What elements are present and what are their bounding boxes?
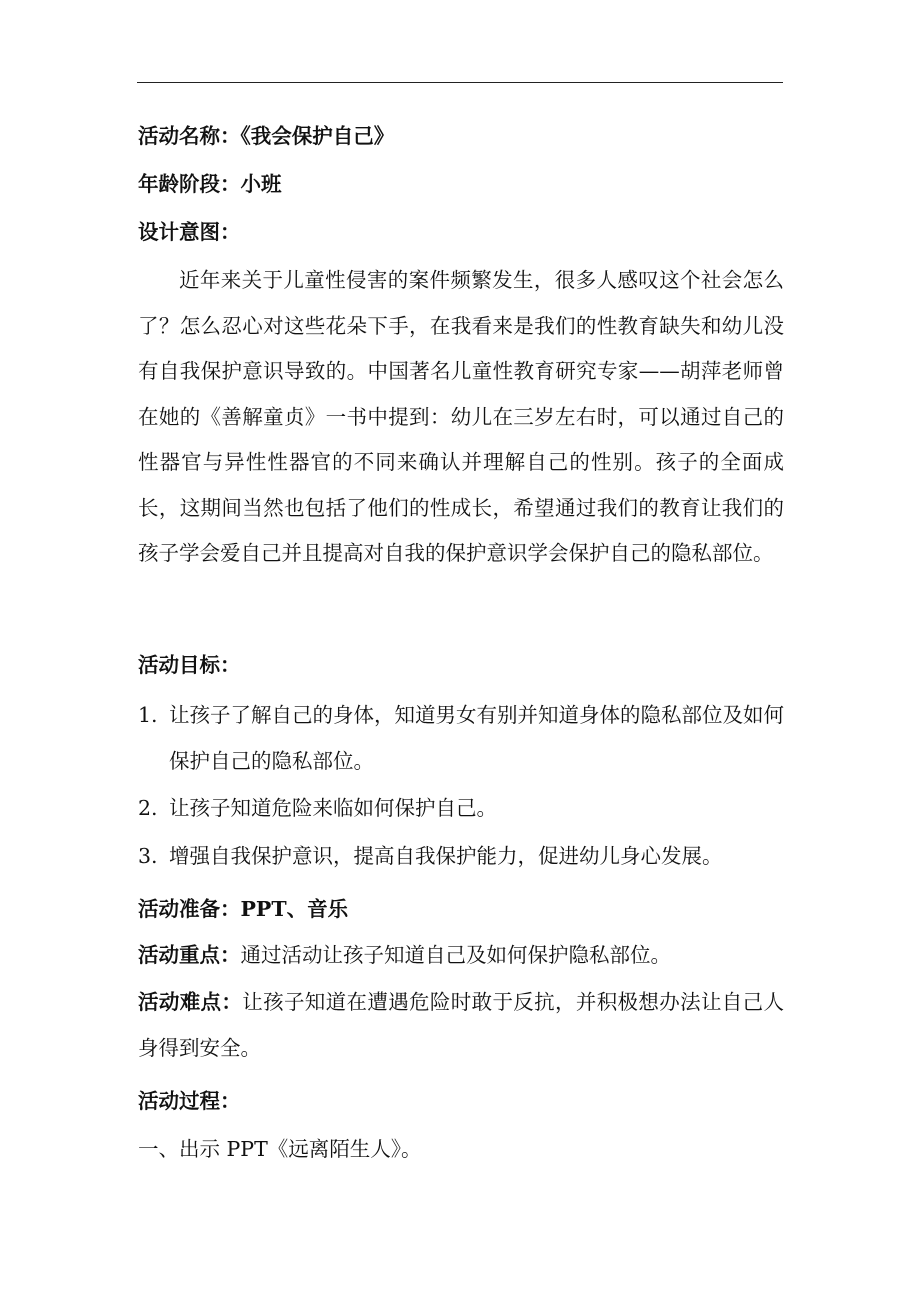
key-point-row (138, 941, 671, 969)
process-heading: 活动过程： (138, 1089, 241, 1113)
goal-text: 让孩子了解自己的身体，知道男女有别并知道身体的隐私部位及如何保护自己的隐私部位。 (169, 703, 784, 773)
difficulty-value: 让孩子知道在遭遇危险时敢于反抗，并积极想办法让自己人身得到安全。 (138, 990, 784, 1060)
age-stage-value: 小班 (240, 172, 282, 196)
design-intent-paragraph: 近年来关于儿童性侵害的案件频繁发生，很多人感叹这个社会怎么了？怎么忍心对这些花朵下手，在我看来是我们的性教育缺失和幼儿没有自我保护意识导致的。中国著名儿童性教育研究专家——胡萍老师曾在她的《善解童贞》一书中提到：幼儿在三岁左右时，可以通过自己的性器官与异性性器官的不同来确认并理解自己的性别。孩子的全面成长，这期间当然也包括了他们的性成长，希望通过我们的教育让我们的孩子学会爱自己并且提高对自我的保护意识学会保护自己的隐私部位。 (138, 268, 784, 565)
design-intent-heading: 设计意图： (138, 220, 241, 244)
goal-number: 1. (138, 703, 158, 727)
goal-text: 让孩子知道危险来临如何保护自己。 (169, 796, 497, 820)
activity-name-value: 《我会保护自己》 (240, 124, 395, 148)
preparation-row (138, 895, 348, 923)
age-stage-row (138, 170, 282, 198)
difficulty-label: 活动难点： (138, 990, 243, 1014)
goal-item-3 (138, 834, 784, 880)
difficulty-row (138, 980, 784, 1071)
key-point-label: 活动重点： (138, 943, 241, 967)
goal-text: 增强自我保护意识，提高自我保护能力，促进幼儿身心发展。 (169, 844, 723, 868)
goal-number: 2. (138, 796, 158, 820)
goal-item-2 (138, 786, 784, 832)
header-rule (137, 82, 783, 83)
goals-heading: 活动目标： (138, 653, 241, 677)
preparation-value: PPT、音乐 (240, 897, 349, 921)
goal-item-1 (138, 693, 784, 784)
age-stage-label: 年龄阶段： (138, 172, 241, 196)
activity-name-row (138, 122, 394, 150)
key-point-value: 通过活动让孩子知道自己及如何保护隐私部位。 (240, 943, 671, 967)
goal-number: 3. (138, 844, 158, 868)
process-step-1: 一、出示 PPT《远离陌生人》。 (138, 1137, 422, 1161)
preparation-label: 活动准备： (138, 897, 241, 921)
activity-name-label: 活动名称： (138, 124, 241, 148)
